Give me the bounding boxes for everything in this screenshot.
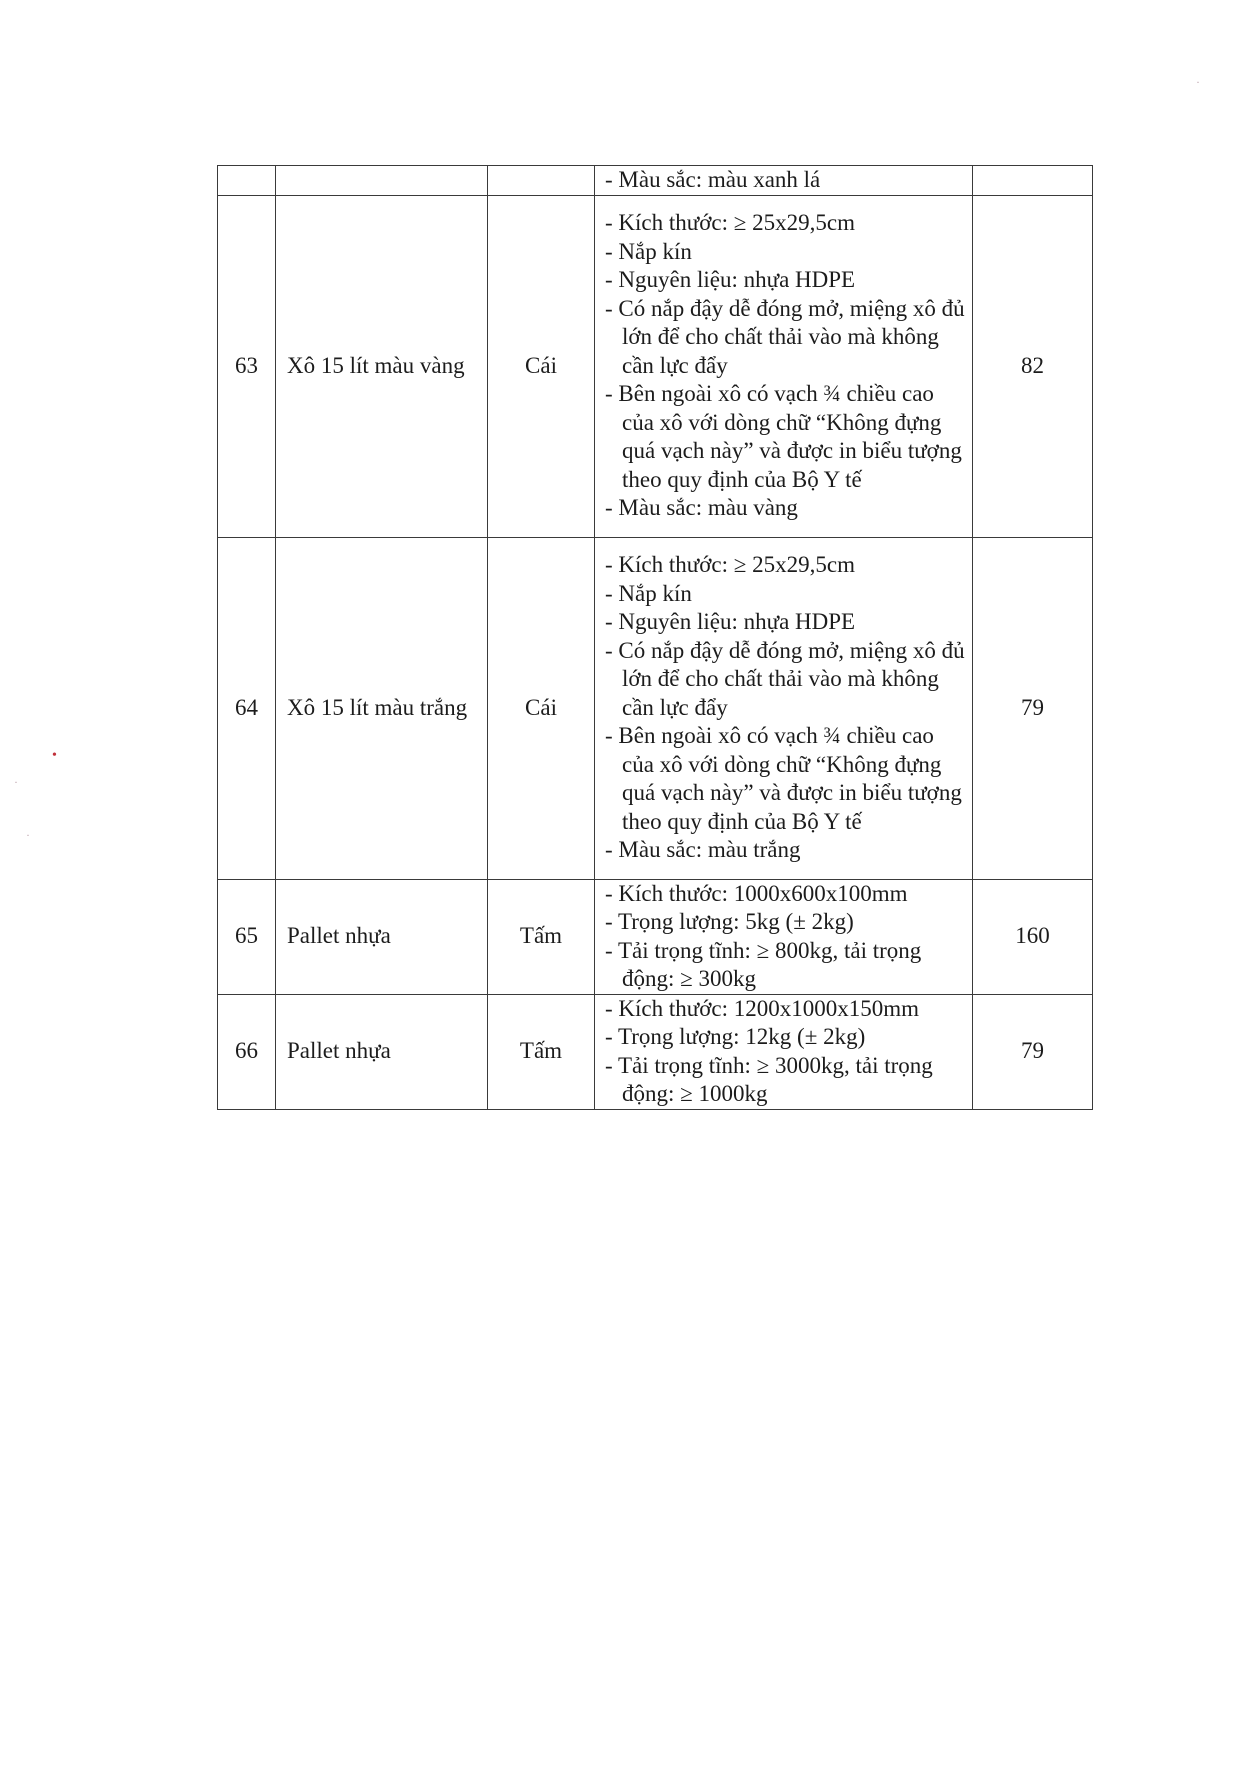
spec-line: - Kích thước: ≥ 25x29,5cm	[605, 209, 966, 238]
row-number: 63	[218, 195, 276, 537]
spec-line: - Có nắp đậy dễ đóng mở, miệng xô đủ lớn để cho chất thải vào mà không cần lực đẩy	[605, 637, 966, 723]
item-quantity: 160	[973, 879, 1093, 994]
item-name: Xô 15 lít màu trắng	[276, 537, 488, 879]
spec-line: - Kích thước: 1200x1000x150mm	[605, 995, 966, 1024]
item-spec	[595, 537, 973, 879]
item-name: Pallet nhựa	[276, 879, 488, 994]
item-unit: Tấm	[488, 879, 595, 994]
item-unit: Tấm	[488, 994, 595, 1109]
item-spec	[595, 994, 973, 1109]
item-spec	[595, 879, 973, 994]
scan-speck: ·	[26, 828, 30, 842]
table-row	[218, 537, 1093, 879]
item-name: Xô 15 lít màu vàng	[276, 195, 488, 537]
scan-speck: ·	[1196, 75, 1200, 89]
spec-line: - Màu sắc: màu vàng	[605, 494, 966, 523]
spec-line: - Nắp kín	[605, 580, 966, 609]
item-unit	[488, 166, 595, 196]
specification-table	[217, 165, 1093, 1110]
item-spec	[595, 166, 973, 196]
spec-line: - Nắp kín	[605, 238, 966, 267]
scan-speck: ·	[14, 775, 18, 789]
item-unit: Cái	[488, 537, 595, 879]
item-quantity: 82	[973, 195, 1093, 537]
item-unit: Cái	[488, 195, 595, 537]
spec-line: - Màu sắc: màu trắng	[605, 836, 966, 865]
item-name	[276, 166, 488, 196]
table-row	[218, 195, 1093, 537]
spec-line: - Có nắp đậy dễ đóng mở, miệng xô đủ lớn để cho chất thải vào mà không cần lực đẩy	[605, 295, 966, 381]
spec-line: - Trọng lượng: 12kg (± 2kg)	[605, 1023, 966, 1052]
table-row	[218, 879, 1093, 994]
spec-line: - Màu sắc: màu xanh lá	[605, 166, 966, 195]
row-number: 64	[218, 537, 276, 879]
scan-speck: •	[52, 748, 57, 763]
row-number	[218, 166, 276, 196]
spec-line: - Tải trọng tĩnh: ≥ 3000kg, tải trọng động: ≥ 1000kg	[605, 1052, 966, 1109]
item-quantity	[973, 166, 1093, 196]
spec-line: - Kích thước: 1000x600x100mm	[605, 880, 966, 909]
spec-line: - Bên ngoài xô có vạch ¾ chiều cao của xô với dòng chữ “Không đựng quá vạch này” và được in biểu tượng theo quy định của Bộ Y tế	[605, 722, 966, 836]
row-number: 65	[218, 879, 276, 994]
spec-line: - Tải trọng tĩnh: ≥ 800kg, tải trọng động: ≥ 300kg	[605, 937, 966, 994]
spec-line: - Bên ngoài xô có vạch ¾ chiều cao của xô với dòng chữ “Không đựng quá vạch này” và được in biểu tượng theo quy định của Bộ Y tế	[605, 380, 966, 494]
item-quantity: 79	[973, 537, 1093, 879]
table-row	[218, 166, 1093, 196]
spec-line: - Trọng lượng: 5kg (± 2kg)	[605, 908, 966, 937]
row-number: 66	[218, 994, 276, 1109]
spec-line: - Nguyên liệu: nhựa HDPE	[605, 266, 966, 295]
item-name: Pallet nhựa	[276, 994, 488, 1109]
item-quantity: 79	[973, 994, 1093, 1109]
spec-line: - Nguyên liệu: nhựa HDPE	[605, 608, 966, 637]
item-spec	[595, 195, 973, 537]
spec-line: - Kích thước: ≥ 25x29,5cm	[605, 551, 966, 580]
table-row	[218, 994, 1093, 1109]
